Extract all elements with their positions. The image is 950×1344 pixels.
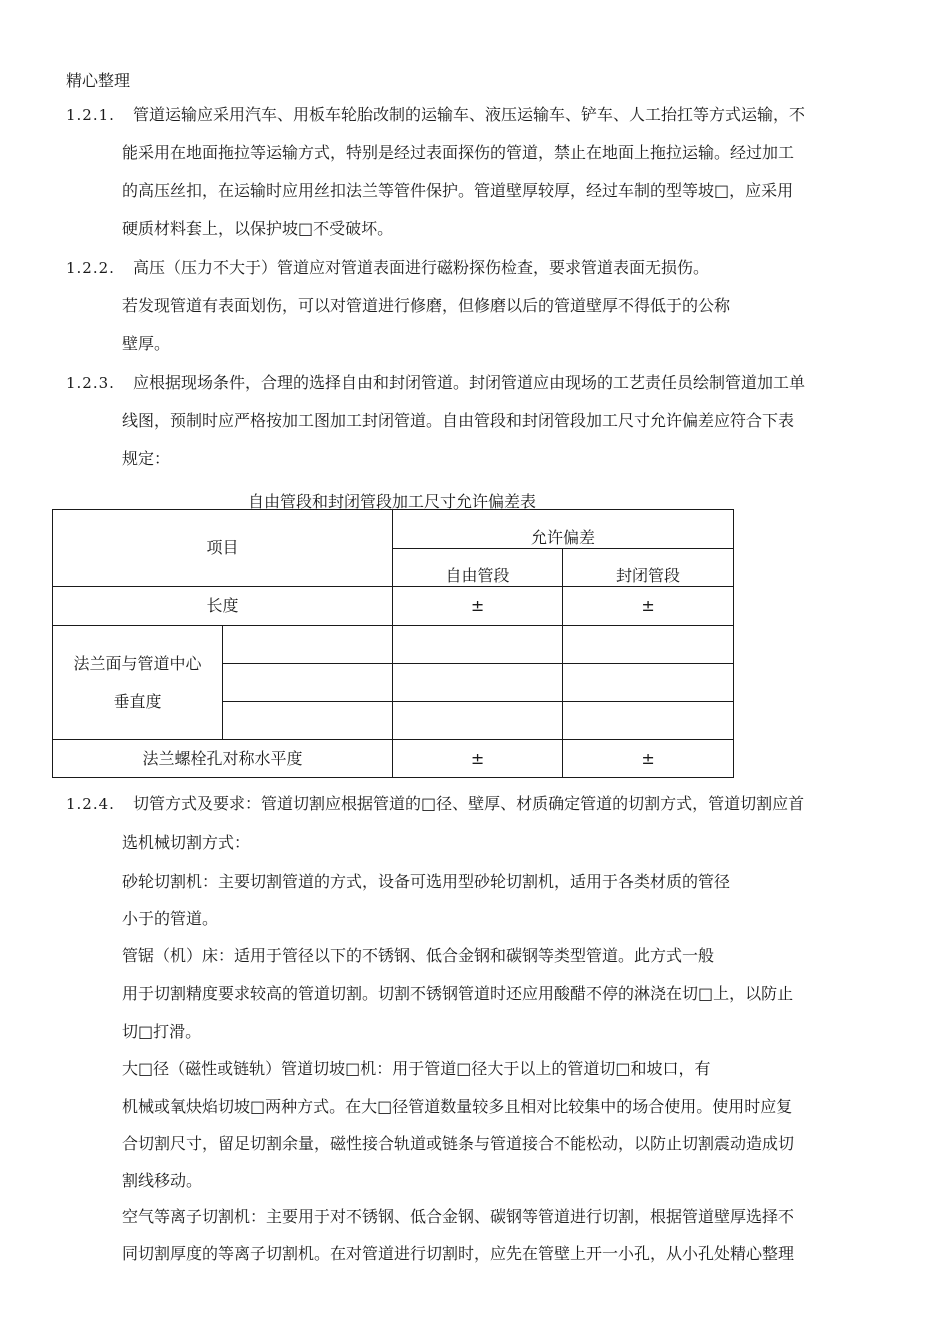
table-cell [563, 626, 734, 664]
paragraph-line: 合切割尺寸，留足切割余量，磁性接合轨道或链条与管道接合不能松动，以防止切割震动造成切 [122, 1134, 795, 1153]
row-bolt-closed: ± [563, 740, 734, 778]
paragraph-line: 若发现管道有表面划伤，可以对管道进行修磨，但修磨以后的管道壁厚不得低于的公称 [122, 296, 731, 315]
paragraph-line: 机械或氧炔焰切坡□两种方式。在大□径管道数量较多且相对比较集中的场合使用。使用时应复 [122, 1097, 793, 1116]
paragraph-line: 砂轮切割机：主要切割管道的方式，设备可选用型砂轮切割机，适用于各类材质的管径 [122, 872, 731, 891]
paragraph-line: 切管方式及要求：管道切割应根据管道的□径、壁厚、材质确定管道的切割方式，管道切割应首 [133, 794, 805, 813]
header-tolerance: 允许偏差 [393, 510, 734, 549]
table-cell [393, 626, 563, 664]
paragraph-line: 小于的管道。 [122, 909, 219, 928]
paragraph-line: 规定： [122, 449, 171, 468]
table-cell [223, 664, 393, 702]
table-cell [393, 702, 563, 740]
row-bolt-label: 法兰螺栓孔对称水平度 [53, 740, 393, 778]
section-number-1-2-1: 1.2.1. [66, 106, 115, 124]
tolerance-table [52, 509, 734, 778]
table-cell [563, 702, 734, 740]
paragraph-line: 管锯（机）床：适用于管径以下的不锈钢、低合金钢和碳钢等类型管道。此方式一般 [122, 946, 715, 965]
section-number-1-2-3: 1.2.3. [66, 374, 115, 392]
header-free-segment: 自由管段 [393, 549, 563, 587]
header-item: 项目 [53, 510, 393, 587]
paragraph-line: 大□径（磁性或链轨）管道切坡□机：用于管道□径大于以上的管道切□和坡口，有 [122, 1059, 711, 1078]
section-number-1-2-4: 1.2.4. [66, 795, 115, 813]
row-length-closed: ± [563, 587, 734, 626]
table-cell [393, 664, 563, 702]
row-length-label: 长度 [53, 587, 393, 626]
page-header: 精心整理 [66, 71, 131, 90]
paragraph-line: 壁厚。 [122, 334, 171, 353]
header-closed-segment: 封闭管段 [563, 549, 734, 587]
row-perpendicularity-label: 法兰面与管道中心 垂直度 [53, 626, 223, 740]
paragraph-line: 管道运输应采用汽车、用板车轮胎改制的运输车、液压运输车、铲车、人工抬扛等方式运输，不 [133, 105, 806, 124]
paragraph-line: 的高压丝扣，在运输时应用丝扣法兰等管件保护。管道壁厚较厚，经过车制的型等坡□，应采用 [122, 181, 794, 200]
paragraph-line: 空气等离子切割机：主要用于对不锈钢、低合金钢、碳钢等管道进行切割，根据管道壁厚选择不 [122, 1207, 795, 1226]
paragraph-line: 硬质材料套上，以保护坡□不受破坏。 [122, 219, 394, 238]
paragraph-line: 割线移动。 [122, 1171, 203, 1190]
section-number-1-2-2: 1.2.2. [66, 259, 115, 277]
table-cell [563, 664, 734, 702]
paragraph-line: 用于切割精度要求较高的管道切割。切割不锈钢管道时还应用酸醋不停的淋浇在切□上，以防止 [122, 984, 794, 1003]
table-cell [223, 702, 393, 740]
row-bolt-free: ± [393, 740, 563, 778]
paragraph-line: 线图，预制时应严格按加工图加工封闭管道。自由管段和封闭管段加工尺寸允许偏差应符合下表 [122, 411, 795, 430]
paragraph-line: 能采用在地面拖拉等运输方式，特别是经过表面探伤的管道，禁止在地面上拖拉运输。经过加工 [122, 143, 795, 162]
paragraph-line: 应根据现场条件，合理的选择自由和封闭管道。封闭管道应由现场的工艺责任员绘制管道加工单 [133, 373, 806, 392]
paragraph-line: 切□打滑。 [122, 1022, 202, 1041]
paragraph-line: 选机械切割方式： [122, 833, 251, 852]
paragraph-line: 同切割厚度的等离子切割机。在对管道进行切割时，应先在管壁上开一小孔，从小孔处精心整理 [122, 1244, 795, 1263]
row-length-free: ± [393, 587, 563, 626]
paragraph-line: 高压（压力不大于）管道应对管道表面进行磁粉探伤检查，要求管道表面无损伤。 [133, 258, 710, 277]
table-caption: 自由管段和封闭管段加工尺寸允许偏差表 [247, 492, 536, 511]
table-cell [223, 626, 393, 664]
